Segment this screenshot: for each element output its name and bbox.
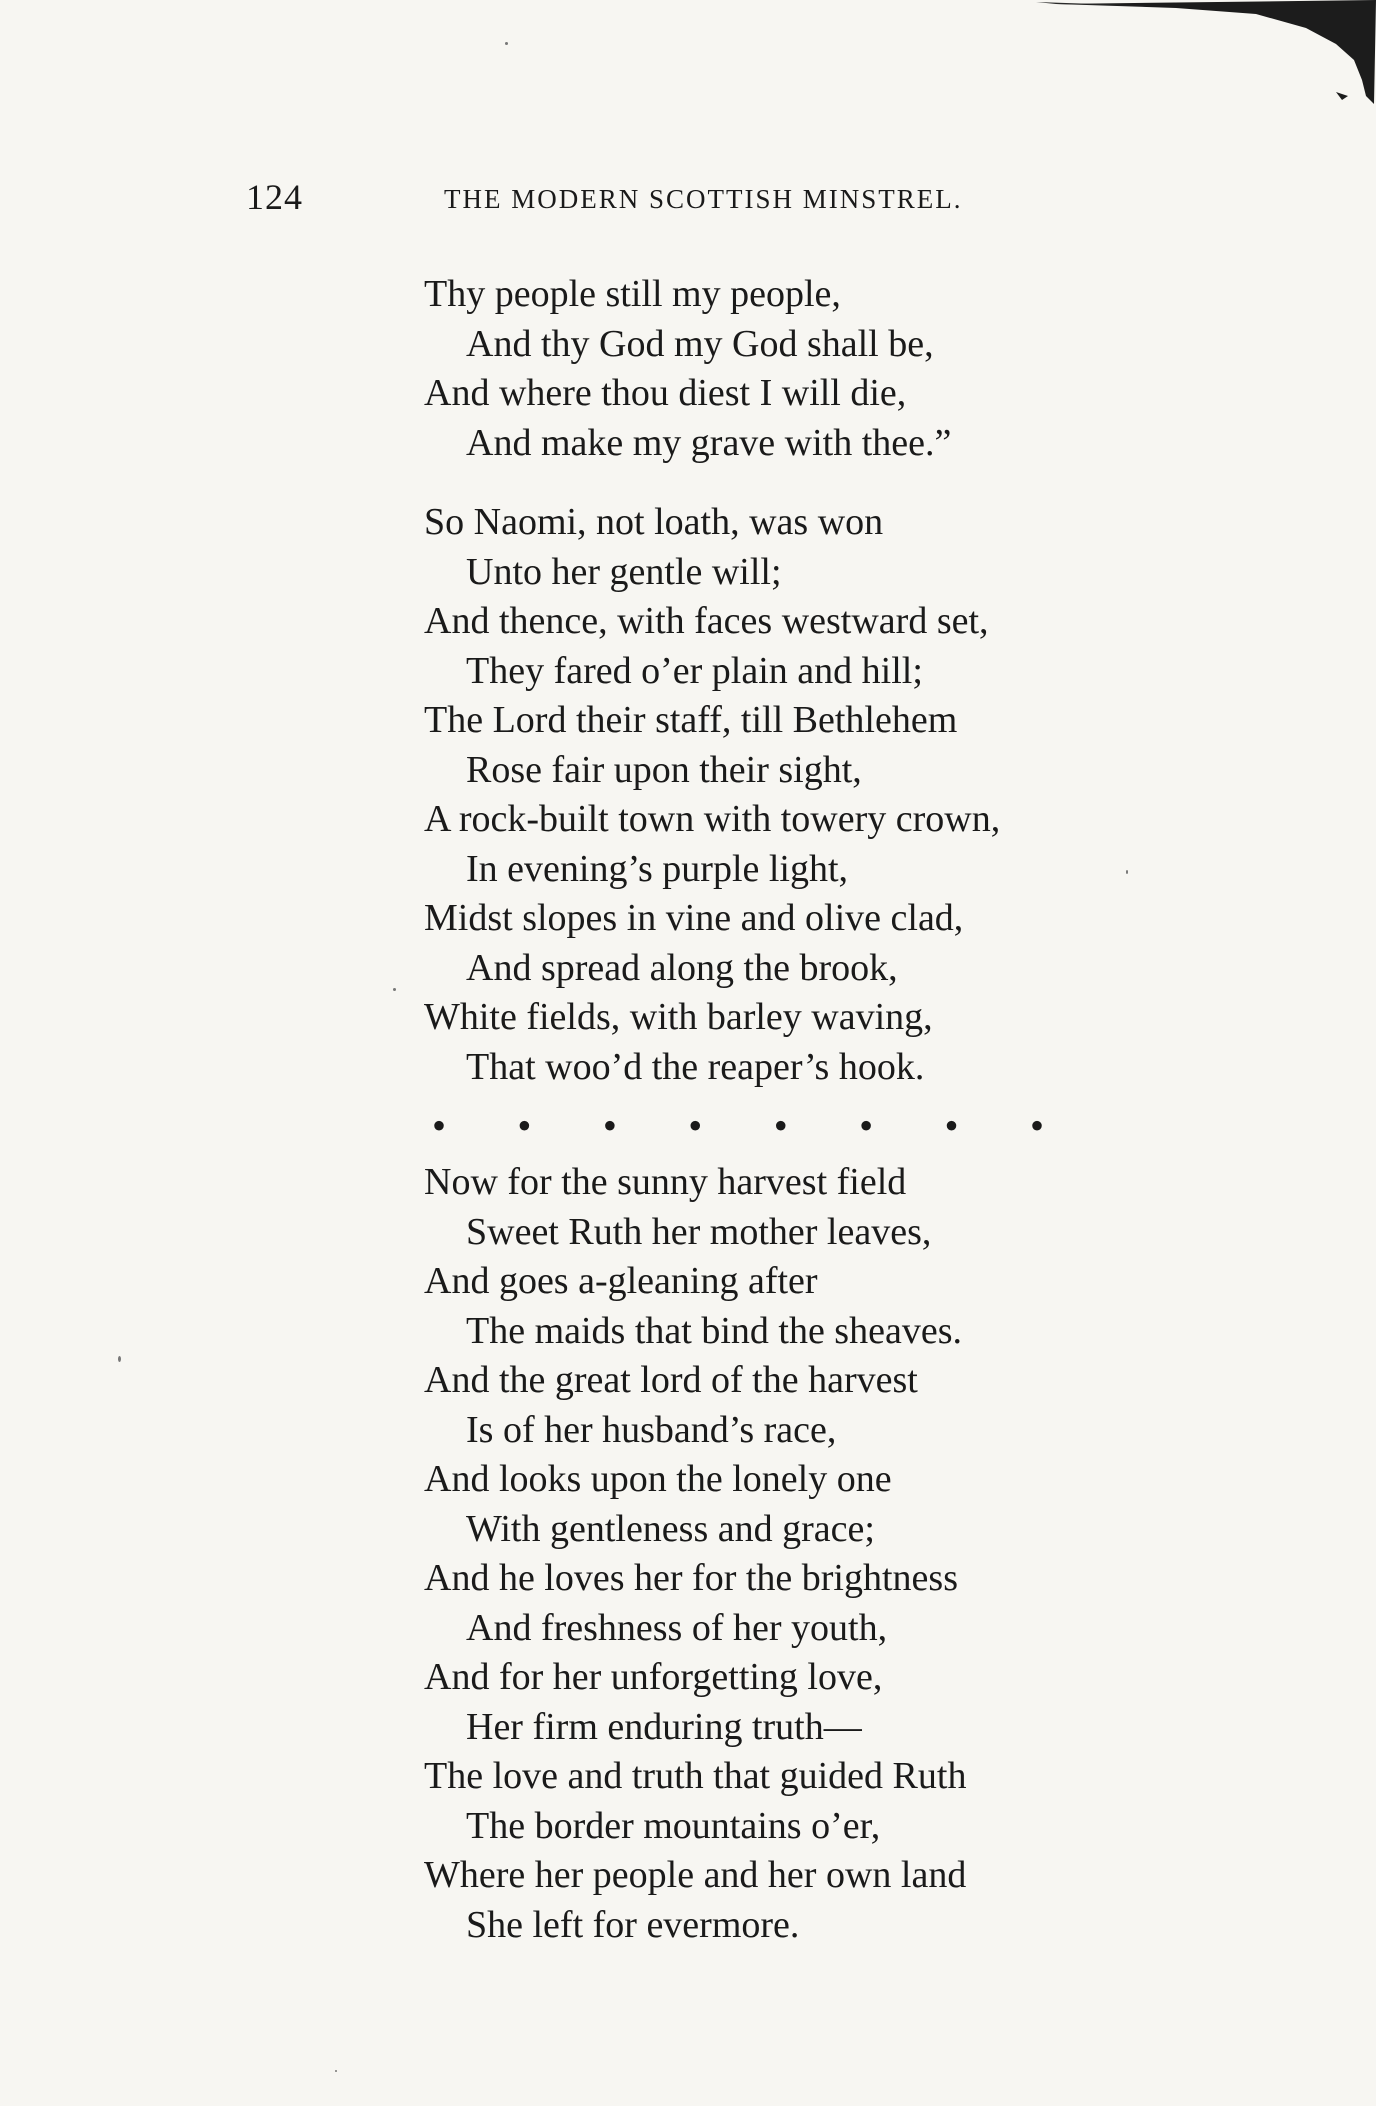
page-number: 124 xyxy=(246,177,303,217)
verse-line: Her firm enduring truth— xyxy=(466,1705,862,1748)
paper-speck xyxy=(1126,870,1128,874)
running-title: THE MODERN SCOTTISH MINSTREL. xyxy=(444,184,963,214)
verse-line: And thence, with faces westward set, xyxy=(424,600,989,642)
verse-line: Is of her husband’s race, xyxy=(466,1408,837,1451)
verse-line: And looks upon the lonely one xyxy=(424,1458,892,1500)
verse-line: And make my grave with thee.” xyxy=(466,421,952,464)
verse-line: They fared o’er plain and hill; xyxy=(466,649,923,692)
verse-line: A rock-built town with towery crown, xyxy=(424,798,1001,840)
verse-line: And for her unforgetting love, xyxy=(424,1656,883,1698)
torn-corner-mark xyxy=(1036,0,1376,110)
stanza-3 xyxy=(424,1158,1284,1950)
verse-line: With gentleness and grace; xyxy=(466,1507,875,1550)
verse-line: And he loves her for the brightness xyxy=(424,1557,958,1599)
separator-dot: • xyxy=(517,1103,532,1148)
verse-line: The maids that bind the sheaves. xyxy=(466,1309,962,1352)
separator-dot: • xyxy=(1029,1103,1044,1148)
verse-line: Where her people and her own land xyxy=(424,1854,967,1896)
verse-line: Midst slopes in vine and olive clad, xyxy=(424,897,964,939)
verse-line: The border mountains o’er, xyxy=(466,1804,881,1847)
stanza-2 xyxy=(424,498,1284,1092)
verse-line: Thy people still my people, xyxy=(424,273,841,315)
verse-line: The Lord their staff, till Bethlehem xyxy=(424,699,958,741)
verse-line: That woo’d the reaper’s hook. xyxy=(466,1045,925,1088)
separator-dot: • xyxy=(859,1103,874,1148)
separator-dot: • xyxy=(688,1103,703,1148)
verse-line: So Naomi, not loath, was won xyxy=(424,501,884,543)
verse-line: Now for the sunny harvest field xyxy=(424,1161,907,1203)
paper-speck xyxy=(393,988,396,991)
verse-line: Unto her gentle will; xyxy=(466,550,782,593)
paper-speck xyxy=(335,2070,337,2072)
separator-dot: • xyxy=(773,1103,788,1148)
separator-dot: • xyxy=(432,1103,447,1148)
verse-line: Rose fair upon their sight, xyxy=(466,748,862,791)
paper-speck xyxy=(505,42,508,45)
verse-line: White fields, with barley waving, xyxy=(424,996,933,1038)
verse-line: And thy God my God shall be, xyxy=(466,322,934,365)
verse-line: And spread along the brook, xyxy=(466,946,898,989)
verse-line: And the great lord of the harvest xyxy=(424,1359,918,1401)
verse-line: And where thou diest I will die, xyxy=(424,372,907,414)
section-separator xyxy=(432,1103,1044,1148)
verse-line: She left for evermore. xyxy=(466,1903,800,1946)
separator-dot: • xyxy=(602,1103,617,1148)
poem-body xyxy=(424,270,1284,1950)
stanza-1 xyxy=(424,270,1284,468)
verse-line: Sweet Ruth her mother leaves, xyxy=(466,1210,932,1253)
verse-line: And goes a-gleaning after xyxy=(424,1260,818,1302)
verse-line: In evening’s purple light, xyxy=(466,847,849,890)
verse-line: The love and truth that guided Ruth xyxy=(424,1755,967,1797)
page-header xyxy=(246,176,1246,226)
paper-speck xyxy=(118,1356,121,1362)
separator-dot: • xyxy=(944,1103,959,1148)
verse-line: And freshness of her youth, xyxy=(466,1606,888,1649)
